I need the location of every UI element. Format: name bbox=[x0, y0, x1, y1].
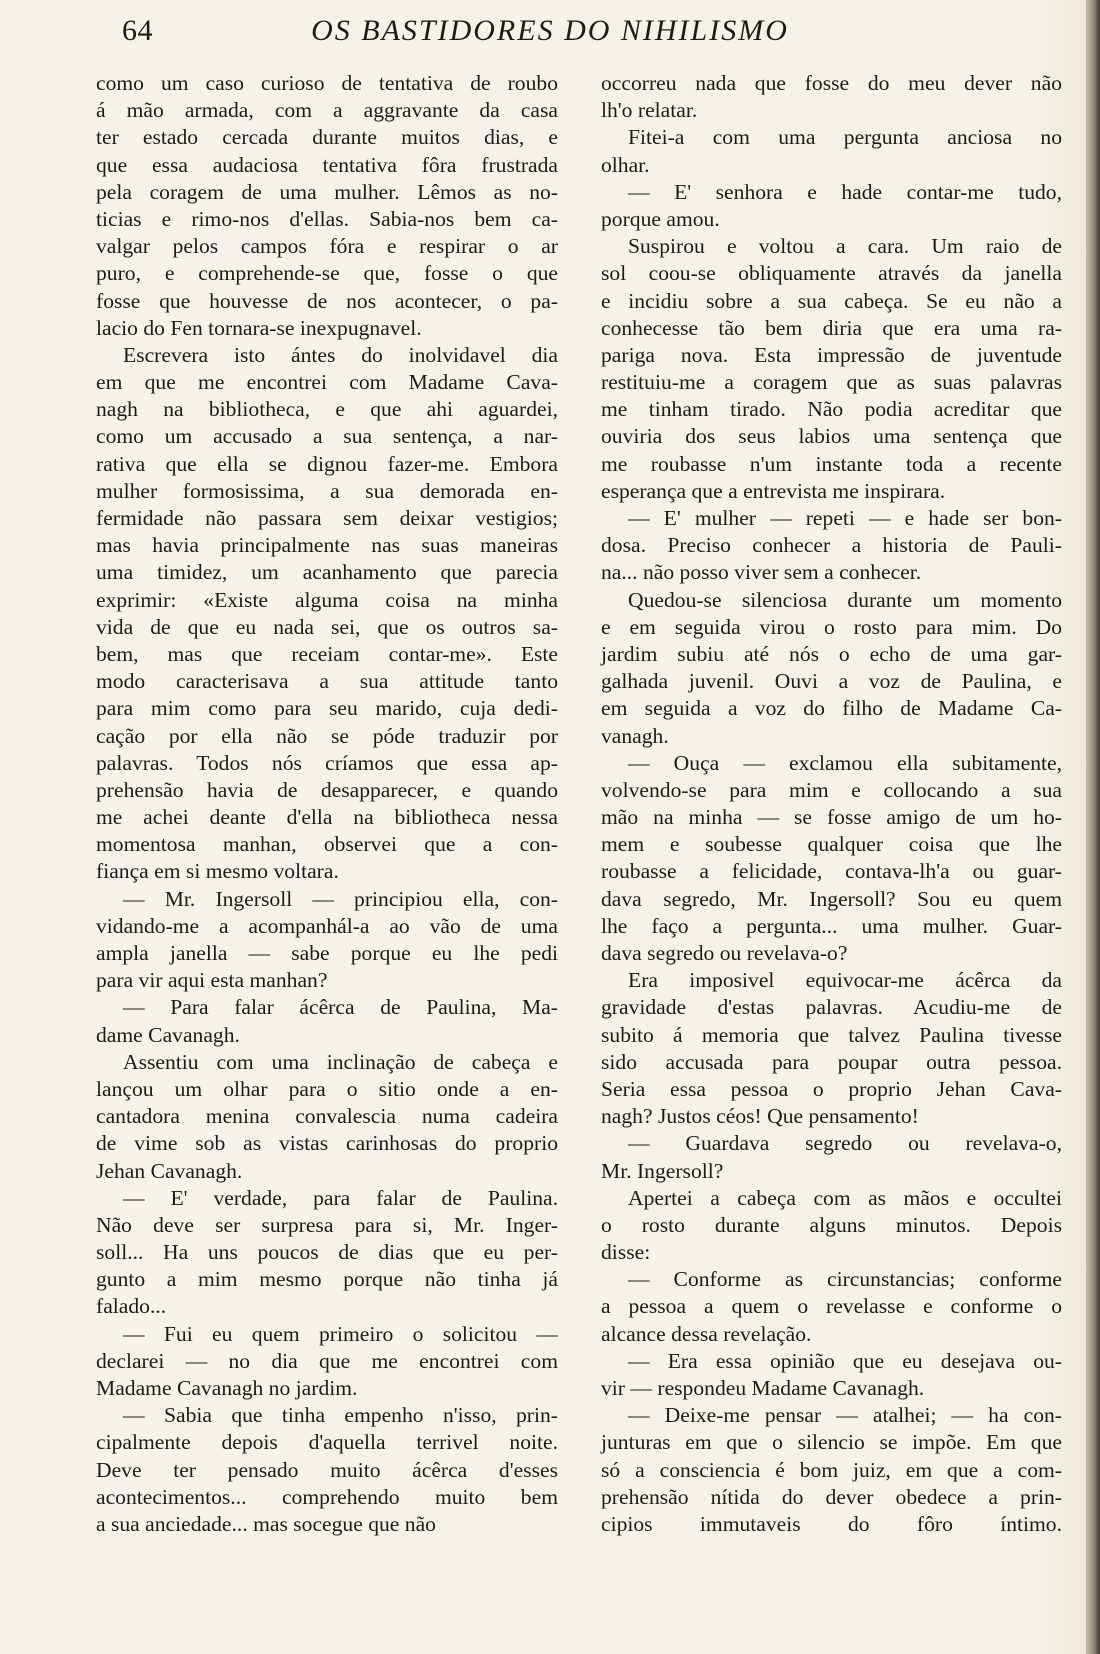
text-line: cipalmente depois d'aquella terrivel noite. bbox=[96, 1430, 558, 1455]
text-line: que essa audaciosa tentativa fôra frustrada bbox=[96, 152, 558, 177]
text-line: olhar. bbox=[601, 152, 650, 177]
text-line: Mr. Ingersoll? bbox=[601, 1158, 724, 1183]
text-line: vidando-me a acompanhál-a ao vão de uma bbox=[96, 913, 558, 938]
text-line: mulher formosissima, a sua demorada en- bbox=[96, 478, 558, 503]
text-line: soll... Ha uns poucos de dias que eu per- bbox=[96, 1240, 558, 1265]
text-line: falado... bbox=[96, 1294, 167, 1319]
text-line: ampla janella — sabe porque eu lhe pedi bbox=[96, 941, 558, 965]
text-line: vida de que eu nada sei, que os outros sa- bbox=[96, 614, 558, 639]
running-title: OS BASTIDORES DO NIHILISMO bbox=[311, 14, 789, 47]
text-line: lacio do Fen tornara-se inexpugnavel. bbox=[96, 315, 422, 340]
text-line: occorreu nada que fosse do meu dever não bbox=[601, 71, 1062, 95]
text-line: cação por ella não se póde traduzir por bbox=[96, 723, 558, 748]
text-line: esperança que a entrevista me inspirara. bbox=[601, 478, 946, 503]
text-line: e em seguida virou o rosto para mim. Do bbox=[601, 614, 1062, 639]
text-line: disse: bbox=[601, 1240, 651, 1265]
text-line: mas havia principalmente nas suas maneiras bbox=[96, 533, 558, 558]
page-edge bbox=[1086, 0, 1100, 1654]
text-line: Não deve ser surpresa para si, Mr. Inger- bbox=[96, 1212, 558, 1237]
text-line: Seria essa pessoa o proprio Jehan Cava- bbox=[601, 1076, 1062, 1101]
text-line: — E' senhora e hade contar-me tudo, bbox=[628, 179, 1062, 204]
text-line: mão na minha — se fosse amigo de um ho- bbox=[601, 805, 1062, 830]
text-line: nagh na bibliotheca, e que ahi aguardei, bbox=[96, 397, 558, 422]
text-line: prehensão nítida do dever obedece a prin- bbox=[601, 1484, 1062, 1509]
text-line: Era imposivel equivocar-me ácêrca da bbox=[628, 968, 1062, 993]
text-line: declarei — no dia que me encontrei com bbox=[96, 1348, 558, 1373]
text-line: exprimir: «Existe alguma coisa na minha bbox=[96, 587, 558, 612]
text-line: dava segredo ou revelava-o? bbox=[601, 941, 848, 965]
text-line: restituiu-me a coragem que as suas palavras bbox=[601, 370, 1062, 395]
text-line: galhada juvenil. Ouvi a voz de Paulina, e bbox=[601, 669, 1062, 694]
text-line: — Era essa opinião que eu desejava ou- bbox=[628, 1348, 1062, 1373]
text-line: o rosto durante alguns minutos. Depois bbox=[601, 1212, 1062, 1237]
text-line: só a consciencia é bom juiz, em que a com- bbox=[601, 1457, 1062, 1482]
text-line: na... não posso viver sem a conhecer. bbox=[601, 560, 922, 585]
text-line: — Fui eu quem primeiro o solicitou — bbox=[123, 1321, 558, 1346]
text-line: volvendo-se para mim e collocando a sua bbox=[601, 777, 1062, 802]
text-line: roubasse a felicidade, contava-lh'a ou guar- bbox=[601, 859, 1062, 884]
text-line: — Conforme as circunstancias; conforme bbox=[628, 1267, 1062, 1292]
text-line: lh'o relatar. bbox=[601, 98, 698, 123]
text-line: sol coou-se obliquamente através da janella bbox=[601, 261, 1062, 286]
text-line: conhecesse tão bem diria que era uma ra- bbox=[601, 315, 1062, 340]
text-line: Quedou-se silenciosa durante um momento bbox=[628, 587, 1062, 612]
text-line: — E' mulher — repeti — e hade ser bon- bbox=[628, 506, 1062, 530]
text-line: jardim subiu até nós o echo de uma gar- bbox=[601, 641, 1062, 666]
text-line: para mim como para seu marido, cuja dedi- bbox=[96, 696, 558, 721]
text-line: como um caso curioso de tentativa de roubo bbox=[96, 71, 558, 95]
text-line: Assentiu com uma inclinação de cabeça e bbox=[123, 1049, 558, 1074]
text-line: me roubasse n'um instante toda a recente bbox=[601, 451, 1062, 476]
text-line: momentosa manhan, observei que a con- bbox=[96, 832, 558, 857]
text-line: ter estado cercada durante muitos dias, e bbox=[96, 125, 558, 150]
text-line: Escrevera isto ántes do inolvidavel dia bbox=[123, 342, 558, 367]
text-line: — Deixe-me pensar — atalhei; — ha con- bbox=[628, 1403, 1062, 1428]
text-line: fosse que houvesse de nos acontecer, o pa- bbox=[96, 288, 558, 313]
text-line: lançou um olhar para o sitio onde a en- bbox=[96, 1076, 558, 1101]
text-line: mem e soubesse qualquer coisa que lhe bbox=[601, 832, 1062, 857]
text-line: ouviria dos seus labios uma sentença que bbox=[601, 424, 1062, 449]
text-line: — Guardava segredo ou revelava-o, bbox=[628, 1131, 1062, 1156]
text-line: cipios immutaveis do fôro íntimo. bbox=[601, 1511, 1062, 1536]
text-line: dava segredo, Mr. Ingersoll? Sou eu quem bbox=[601, 886, 1062, 911]
text-line: em que me encontrei com Madame Cava- bbox=[96, 370, 558, 395]
text-line: — Para falar ácêrca de Paulina, Ma- bbox=[123, 995, 558, 1020]
text-line: pela coragem de uma mulher. Lêmos as no- bbox=[96, 179, 558, 204]
text-line: em seguida a voz do filho de Madame Ca- bbox=[601, 696, 1062, 721]
text-column-right bbox=[601, 70, 1062, 1538]
text-line: Fitei-a com uma pergunta anciosa no bbox=[628, 125, 1062, 150]
text-line: dosa. Preciso conhecer a historia de Pauli- bbox=[601, 533, 1062, 558]
text-line: para vir aqui esta manhan? bbox=[96, 968, 328, 993]
text-line: a pessoa a quem o revelasse e conforme o bbox=[601, 1294, 1062, 1319]
text-line: — Sabia que tinha empenho n'isso, prin- bbox=[123, 1403, 558, 1428]
text-line: me achei deante d'ella na bibliotheca nessa bbox=[96, 805, 558, 830]
text-line: sido accusada para poupar outra pessoa. bbox=[601, 1049, 1062, 1074]
text-line: lhe faço a pergunta... uma mulher. Guar- bbox=[601, 913, 1062, 938]
text-column-left bbox=[96, 70, 558, 1538]
text-line: subito á memoria que talvez Paulina tivesse bbox=[601, 1022, 1062, 1047]
text-line: modo caracterisava a sua attitude tanto bbox=[96, 669, 558, 694]
text-line: — E' verdade, para falar de Paulina. bbox=[123, 1185, 558, 1210]
text-line: e incidiu sobre a sua cabeça. Se eu não a bbox=[601, 288, 1062, 313]
text-line: alcance dessa revelação. bbox=[601, 1321, 812, 1346]
text-line: Jehan Cavanagh. bbox=[96, 1158, 243, 1183]
text-line: Suspirou e voltou a cara. Um raio de bbox=[628, 234, 1062, 259]
text-line: rativa que ella se dignou fazer-me. Embora bbox=[96, 451, 558, 476]
text-line: vanagh. bbox=[601, 723, 669, 748]
text-line: — Mr. Ingersoll — principiou ella, con- bbox=[123, 886, 558, 911]
text-line: Apertei a cabeça com as mãos e occultei bbox=[628, 1185, 1062, 1210]
text-line: vir — respondeu Madame Cavanagh. bbox=[601, 1376, 925, 1400]
text-line: porque amou. bbox=[601, 206, 720, 231]
text-line: fiança em si mesmo voltara. bbox=[96, 859, 339, 884]
text-line: valgar pelos campos fóra e respirar o ar bbox=[96, 234, 558, 259]
text-line: bem, mas que receiam contar-me». Este bbox=[96, 641, 558, 666]
text-line: a sua anciedade... mas socegue que não bbox=[96, 1511, 436, 1536]
text-line: dame Cavanagh. bbox=[96, 1022, 240, 1047]
text-line: palavras. Todos nós críamos que essa ap- bbox=[96, 750, 558, 775]
text-line: pariga nova. Esta impressão de juventude bbox=[601, 342, 1062, 367]
text-line: uma timidez, um acanhamento que parecia bbox=[96, 560, 558, 585]
text-line: me tinham tirado. Não podia acreditar que bbox=[601, 397, 1062, 422]
text-line: Madame Cavanagh no jardim. bbox=[96, 1376, 358, 1400]
text-line: junturas em que o silencio se impõe. Em que bbox=[601, 1430, 1062, 1455]
text-line: como um accusado a sua sentença, a nar- bbox=[96, 424, 558, 449]
text-line: gunto a mim mesmo porque não tinha já bbox=[96, 1267, 558, 1292]
text-line: fermidade não passara sem deixar vestigios; bbox=[96, 506, 558, 530]
text-line: gravidade d'estas palavras. Acudiu-me de bbox=[601, 995, 1062, 1020]
text-line: nagh? Justos céos! Que pensamento! bbox=[601, 1104, 919, 1129]
page-number: 64 bbox=[122, 14, 153, 47]
text-line: Deve ter pensado muito ácêrca d'esses bbox=[96, 1457, 558, 1482]
text-line: puro, e comprehende-se que, fosse o que bbox=[96, 261, 558, 286]
text-line: ticias e rimo-nos d'ellas. Sabia-nos bem ca- bbox=[96, 206, 558, 231]
page-header bbox=[0, 8, 1100, 56]
text-line: acontecimentos... comprehendo muito bem bbox=[96, 1484, 558, 1509]
text-line: de vime sob as vistas carinhosas do proprio bbox=[96, 1131, 558, 1156]
text-line: á mão armada, com a aggravante da casa bbox=[96, 98, 558, 123]
text-line: prehensão havia de desapparecer, e quando bbox=[96, 777, 558, 802]
text-line: cantadora menina convalescia numa cadeira bbox=[96, 1104, 558, 1129]
text-line: — Ouça — exclamou ella subitamente, bbox=[628, 750, 1062, 775]
